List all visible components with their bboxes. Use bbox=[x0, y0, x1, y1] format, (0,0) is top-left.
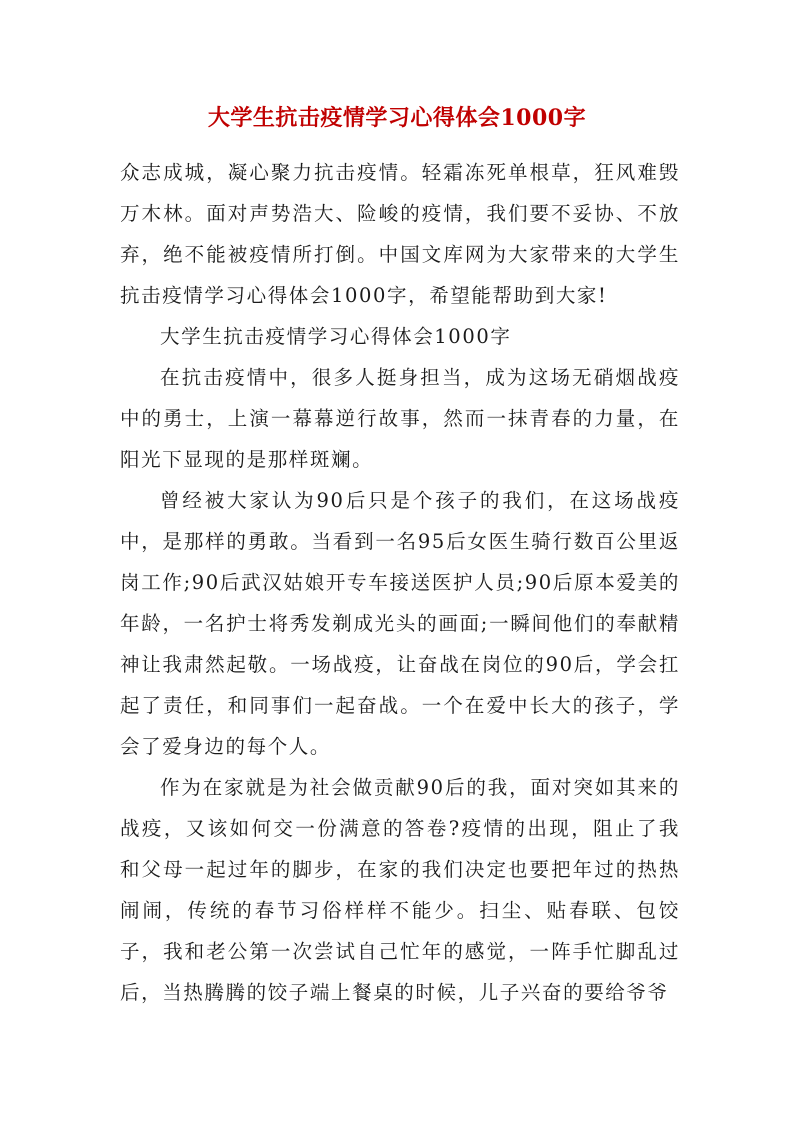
intro-paragraph: 众志成城，凝心聚力抗击疫情。轻霜冻死单根草，狂风难毁万木林。面对声势浩大、险峻的疫情，我们要不妥协、不放弃，绝不能被疫情所打倒。中国文库网为大家带来的大学生抗击疫情学习心得体会1000字，希望能帮助到大家! bbox=[120, 161, 680, 307]
body-paragraph: 作为在家就是为社会做贡献90后的我，面对突如其来的战疫，又该如何交一份满意的答卷?疫情的出现，阻止了我和父母一起过年的脚步，在家的我们决定也要把年过的热热闹闹，传统的春节习俗样样不能少。扫尘、贴春联、包饺子，我和老公第一次尝试自己忙年的感觉，一阵手忙脚乱过后，当热腾腾的饺子端上餐桌的时候，儿子兴奋的要给爷爷 bbox=[120, 776, 680, 1004]
document-title: 大学生抗击疫情学习心得体会1000字 bbox=[207, 105, 587, 131]
document-body bbox=[120, 152, 680, 1013]
body-paragraph: 在抗击疫情中，很多人挺身担当，成为这场无硝烟战疫中的勇士，上演一幕幕逆行故事，然而一抹青春的力量，在阳光下显现的是那样斑斓。 bbox=[120, 366, 680, 471]
section-subtitle: 大学生抗击疫情学习心得体会1000字 bbox=[160, 325, 512, 348]
body-paragraph: 曾经被大家认为90后只是个孩子的我们，在这场战疫中，是那样的勇敢。当看到一名95后女医生骑行数百公里返岗工作;90后武汉姑娘开专车接送医护人员;90后原本爱美的年龄，一名护士将秀发剃成光头的画面;一瞬间他们的奉献精神让我肃然起敬。一场战疫，让奋战在岗位的90后，学会扛起了责任，和同事们一起奋战。一个在爱中长大的孩子，学会了爱身边的每个人。 bbox=[120, 489, 680, 758]
